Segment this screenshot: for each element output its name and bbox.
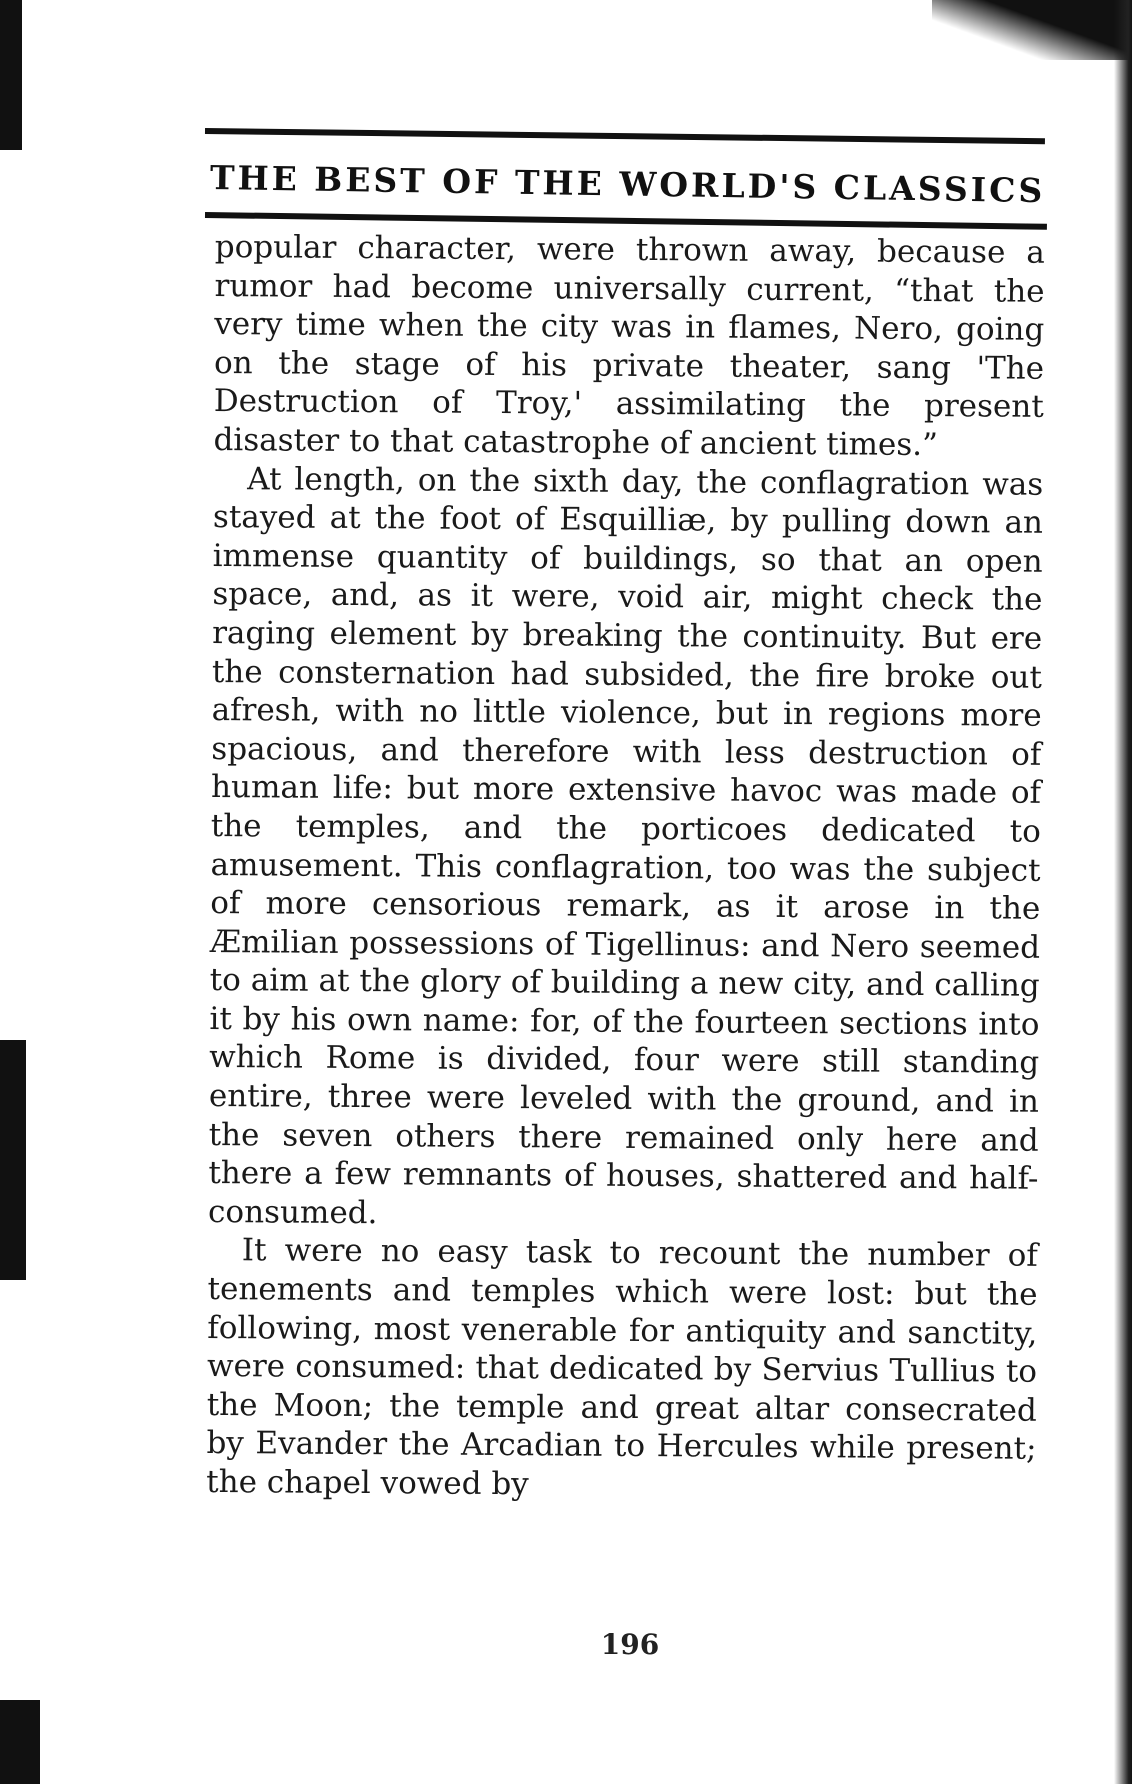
book-page — [205, 120, 1055, 1680]
scan-edge-mark-top — [0, 0, 22, 150]
paragraph: At length, on the sixth day, the conflagration was stayed at the foot of Esquilliæ, by pulling down an immense quantity of buildings, so that an open space, and, as it were, void air, might check the raging element by breaking the continuity. But ere the consternation had subsided, the fire broke out afresh, with no little violence, but in regions more spacious, and therefore with less destruction of human life: but more extensive havoc was made of the temples, and the porticoes dedicated to amusement. This conflagration, too was the subject of more censorious remark, as it arose in the Æmilian possessions of Tigellinus: and Nero seemed to aim at the glory of building a new city, and calling it by his own name: for, of the fourteen sections into which Rome is divided, four were still standing entire, three were leveled with the ground, and in the seven others there remained only here and there a few remnants of houses, shattered and half-consumed. — [208, 460, 1044, 1232]
header-rule-top — [205, 128, 1045, 144]
page-right-edge — [1114, 0, 1132, 1784]
paragraph: It were no easy task to recount the number of tenements and temples which were lost: but the following, most venerable for antiquity and sanctity, were consumed: that dedicated by Servius Tullius to the Moon; the temple and great altar consecrated by Evander the Arcadian to Hercules while present; the chapel vowed by — [206, 1232, 1038, 1503]
running-title: THE BEST OF THE WORLD'S CLASSICS — [209, 158, 1046, 211]
header-rule-bottom — [205, 212, 1047, 230]
paragraph-continued: popular character, were thrown away, because a rumor had become universally current, “that the very time when the city was in flames, Nero, going on the stage of his private theater, sang 'The Destruction of Troy,' assimilating the present disaster to that catastrophe of ancient times.” — [213, 228, 1045, 464]
page-corner-shadow — [932, 0, 1132, 60]
scan-edge-mark-bottom — [0, 1700, 40, 1784]
page-number: 196 — [600, 1628, 660, 1661]
scan-edge-mark-middle — [0, 1040, 26, 1280]
body-text — [206, 228, 1045, 1507]
